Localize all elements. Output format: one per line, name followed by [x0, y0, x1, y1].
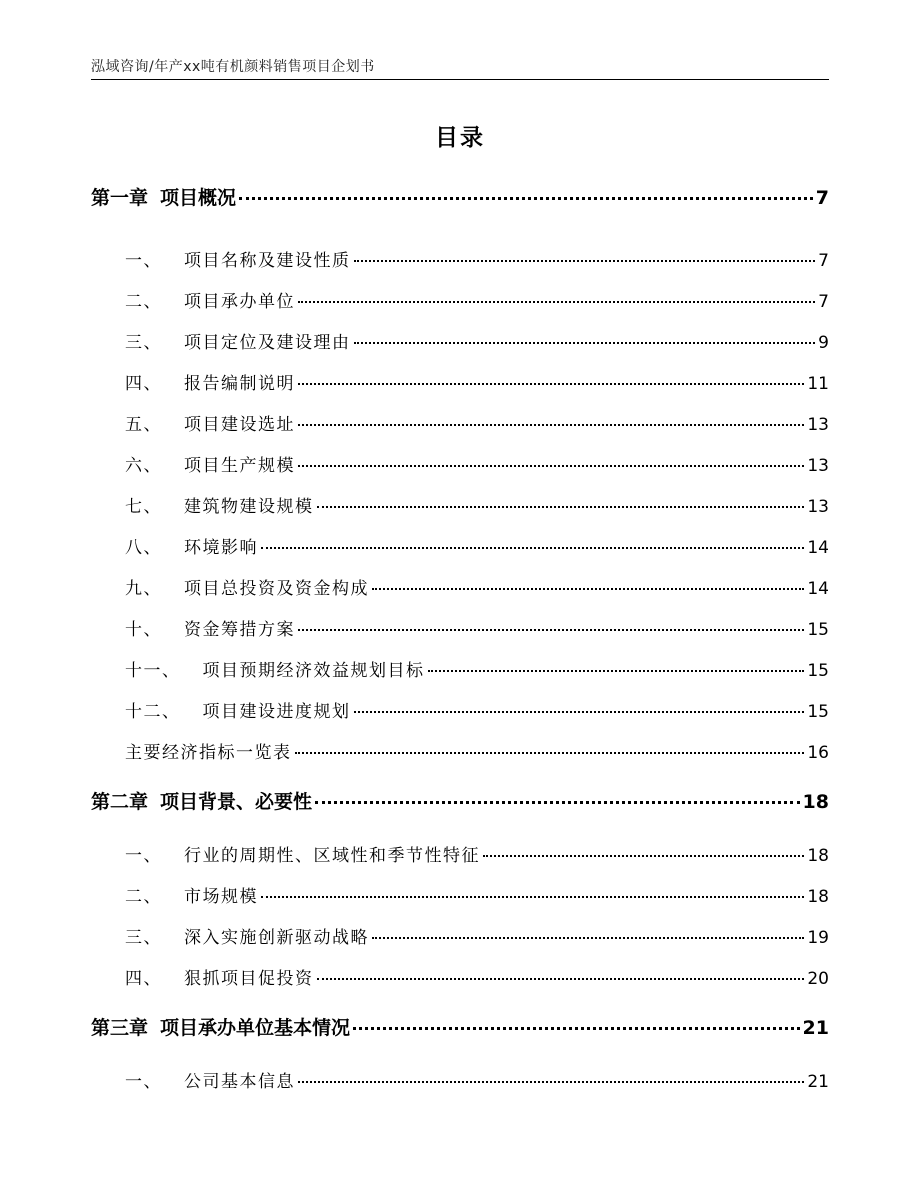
section-title: 项目预期经济效益规划目标 [202, 661, 425, 681]
section-title: 资金筹措方案 [184, 620, 295, 640]
dot-leader [483, 855, 804, 857]
dot-leader [298, 301, 815, 303]
page-number: 13 [807, 415, 829, 435]
chapter-title: 项目概况 [160, 187, 237, 209]
section-number: 三、 [125, 928, 162, 948]
section-number: 八、 [125, 538, 162, 558]
section-title: 公司基本信息 [184, 1072, 295, 1092]
toc-section-entry[interactable] [125, 574, 829, 599]
section-title: 项目定位及建设理由 [184, 333, 351, 353]
dot-leader [317, 978, 805, 980]
page-number: 9 [818, 333, 829, 353]
page-number: 13 [807, 497, 829, 517]
section-number: 二、 [125, 292, 162, 312]
toc-section-entry[interactable] [125, 923, 829, 948]
page-number: 11 [807, 374, 829, 394]
toc-section-entry[interactable] [125, 492, 829, 517]
section-title: 报告编制说明 [184, 374, 295, 394]
section-title: 建筑物建设规模 [184, 497, 314, 517]
dot-leader [298, 383, 804, 385]
toc-chapter-entry[interactable] [91, 787, 829, 814]
section-number: 七、 [125, 497, 162, 517]
section-title: 市场规模 [184, 887, 258, 907]
page-number: 21 [802, 1017, 829, 1039]
toc-section-entry[interactable] [125, 451, 829, 476]
section-title: 项目名称及建设性质 [184, 251, 351, 271]
toc-section-entry[interactable] [125, 287, 829, 312]
dot-leader [372, 588, 804, 590]
page-number: 7 [818, 292, 829, 312]
toc-section-entry[interactable] [125, 328, 829, 353]
toc-section-entry[interactable] [125, 964, 829, 989]
section-title: 主要经济指标一览表 [125, 743, 292, 763]
section-title: 狠抓项目促投资 [184, 969, 314, 989]
toc-section-entry[interactable] [125, 246, 829, 271]
chapter-title: 项目背景、必要性 [160, 791, 313, 813]
section-number: 三、 [125, 333, 162, 353]
chapter-title: 项目承办单位基本情况 [160, 1017, 351, 1039]
page-number: 19 [807, 928, 829, 948]
section-number: 一、 [125, 846, 162, 866]
section-title: 项目建设选址 [184, 415, 295, 435]
dot-leader [354, 260, 816, 262]
dot-leader [261, 547, 804, 549]
section-number: 十、 [125, 620, 162, 640]
page-number: 14 [807, 538, 829, 558]
chapter-number: 第三章 [91, 1017, 149, 1039]
section-number: 十一、 [125, 661, 181, 681]
dot-leader [298, 1081, 804, 1083]
header-rule [91, 79, 829, 80]
section-title: 行业的周期性、区域性和季节性特征 [184, 846, 480, 866]
section-title: 环境影响 [184, 538, 258, 558]
page-number: 16 [807, 743, 829, 763]
dot-leader [372, 937, 804, 939]
dot-leader [354, 711, 805, 713]
chapter-number: 第二章 [91, 791, 149, 813]
section-number: 一、 [125, 1072, 162, 1092]
section-number: 一、 [125, 251, 162, 271]
toc-section-entry[interactable] [125, 697, 829, 722]
running-header: 泓域咨询/年产xx吨有机颜料销售项目企划书 [91, 59, 375, 75]
chapter-number: 第一章 [91, 187, 149, 209]
page-number: 7 [818, 251, 829, 271]
toc-section-entry[interactable] [125, 882, 829, 907]
toc-section-entry[interactable] [125, 615, 829, 640]
section-number: 二、 [125, 887, 162, 907]
toc-chapter-entry[interactable] [91, 1013, 829, 1040]
section-title: 项目总投资及资金构成 [184, 579, 369, 599]
page-number: 15 [807, 702, 829, 722]
page-number: 14 [807, 579, 829, 599]
page-number: 15 [807, 661, 829, 681]
dot-leader [239, 197, 813, 200]
page-number: 18 [807, 887, 829, 907]
dot-leader [298, 629, 804, 631]
section-number: 四、 [125, 374, 162, 394]
page-number: 18 [807, 846, 829, 866]
section-number: 十二、 [125, 702, 181, 722]
section-title: 深入实施创新驱动战略 [184, 928, 369, 948]
page-number: 18 [802, 791, 829, 813]
page-number: 20 [807, 969, 829, 989]
section-number: 九、 [125, 579, 162, 599]
toc-title: 目录 [435, 125, 485, 151]
toc-section-entry[interactable] [125, 656, 829, 681]
page-number: 21 [807, 1072, 829, 1092]
dot-leader [261, 896, 804, 898]
toc-summary-entry[interactable] [125, 738, 829, 763]
dot-leader [295, 752, 805, 754]
toc-section-entry[interactable] [125, 841, 829, 866]
toc-chapter-entry[interactable] [91, 183, 829, 210]
dot-leader [354, 342, 816, 344]
section-number: 五、 [125, 415, 162, 435]
toc-section-entry[interactable] [125, 1067, 829, 1092]
dot-leader [353, 1027, 800, 1030]
dot-leader [317, 506, 805, 508]
section-title: 项目建设进度规划 [202, 702, 351, 722]
page-number: 13 [807, 456, 829, 476]
toc-section-entry[interactable] [125, 533, 829, 558]
dot-leader [298, 424, 804, 426]
section-number: 六、 [125, 456, 162, 476]
section-title: 项目生产规模 [184, 456, 295, 476]
section-number: 四、 [125, 969, 162, 989]
dot-leader [428, 670, 805, 672]
page-number: 15 [807, 620, 829, 640]
page-number: 7 [815, 187, 829, 209]
toc-section-entry[interactable] [125, 410, 829, 435]
toc-section-entry[interactable] [125, 369, 829, 394]
dot-leader [315, 801, 800, 804]
section-title: 项目承办单位 [184, 292, 295, 312]
dot-leader [298, 465, 804, 467]
